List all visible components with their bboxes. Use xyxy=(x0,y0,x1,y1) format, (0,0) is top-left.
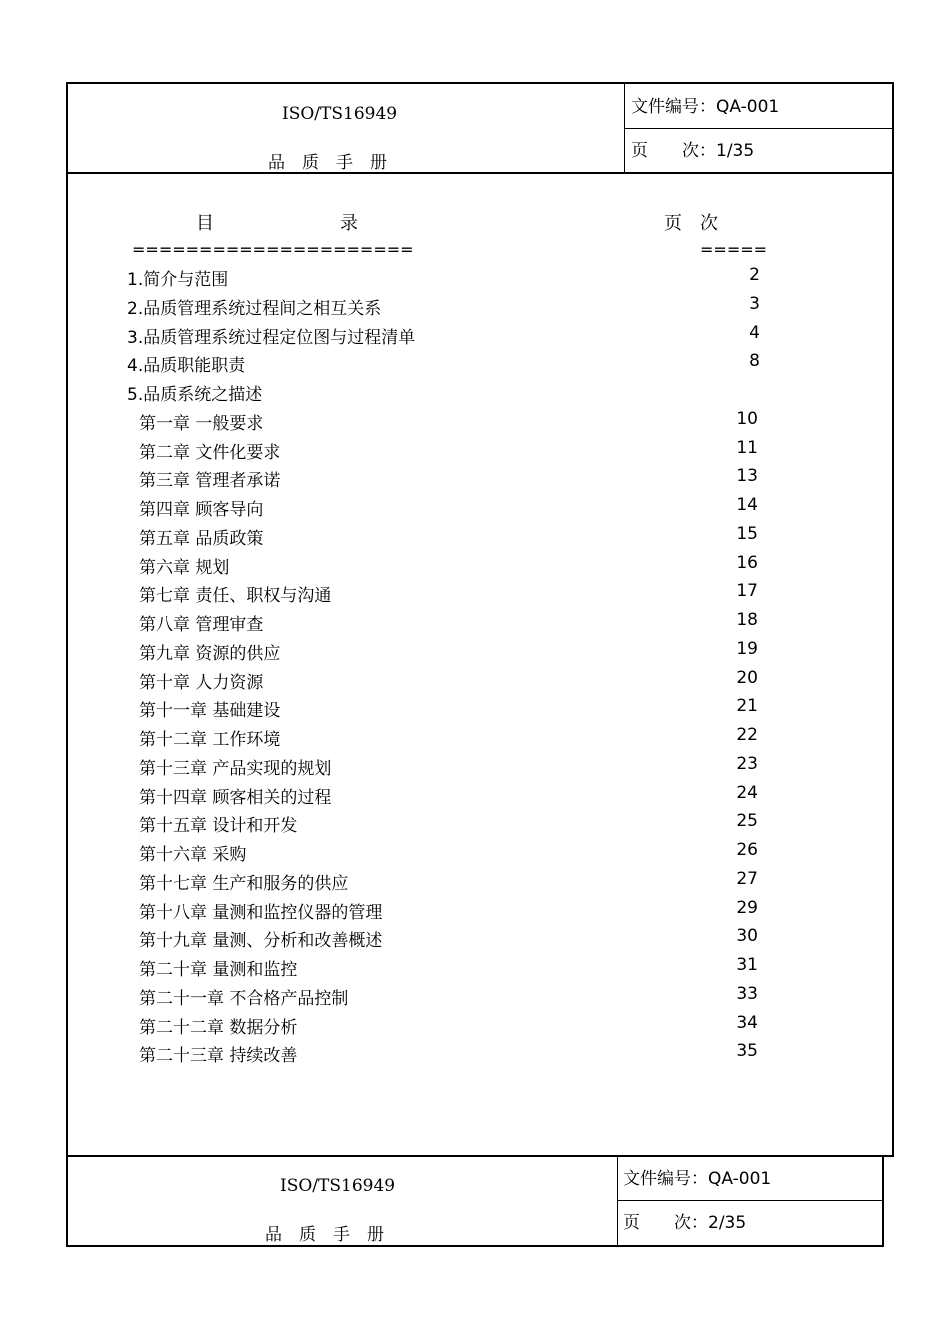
toc-item-label: 第十三章 产品实现的规划 xyxy=(139,759,332,779)
page-header-1 xyxy=(66,82,894,174)
page-number: 页 次：1/35 xyxy=(631,141,755,161)
toc-item-label: 第十九章 量测、分析和改善概述 xyxy=(139,931,383,951)
toc-item-label: 第十四章 顾客相关的过程 xyxy=(139,788,332,808)
toc-rule-right: ===== xyxy=(700,240,768,259)
toc-item-label: 第十二章 工作环境 xyxy=(139,730,281,750)
toc-item-page: 19 xyxy=(736,639,758,659)
toc-item-label: 2.品质管理系统过程间之相互关系 xyxy=(127,299,382,319)
toc-item-page: 26 xyxy=(736,840,758,860)
toc-item-label: 第二十三章 持续改善 xyxy=(139,1046,298,1066)
toc-item-label: 第五章 品质政策 xyxy=(139,529,264,549)
toc-item-page: 31 xyxy=(736,955,758,975)
toc-item-page: 21 xyxy=(736,696,758,716)
toc-item-page: 24 xyxy=(736,783,758,803)
standard-name: ISO/TS16949 xyxy=(282,104,398,124)
toc-item-page: 30 xyxy=(736,926,758,946)
toc-item-page: 13 xyxy=(736,466,758,486)
toc-item-page: 35 xyxy=(736,1041,758,1061)
toc-item-label: 第十一章 基础建设 xyxy=(139,701,281,721)
manual-title: 品 质 手 册 xyxy=(265,1225,384,1245)
page-number: 页 次：2/35 xyxy=(623,1213,747,1233)
toc-item-label: 第四章 顾客导向 xyxy=(139,500,264,520)
toc-item-page: 20 xyxy=(736,668,758,688)
toc-item-label: 第二十章 量测和监控 xyxy=(139,960,298,980)
toc-item-label: 第二十二章 数据分析 xyxy=(139,1018,298,1038)
toc-item-page: 11 xyxy=(736,438,758,458)
standard-name: ISO/TS16949 xyxy=(280,1176,396,1196)
toc-item-page: 18 xyxy=(736,610,758,630)
header-title-cell xyxy=(68,1156,618,1245)
toc-heading: 目 录 xyxy=(196,213,358,234)
toc-item-page: 34 xyxy=(736,1013,758,1033)
header-title-cell xyxy=(68,84,625,172)
toc-item-label: 第六章 规划 xyxy=(139,558,230,578)
toc-item-page: 2 xyxy=(749,265,760,285)
header-info-cell xyxy=(625,84,892,172)
toc-page-heading: 页 次 xyxy=(664,213,718,234)
toc-item-label: 4.品质职能职责 xyxy=(127,356,246,376)
toc-item-label: 第十八章 量测和监控仪器的管理 xyxy=(139,903,383,923)
toc-item-label: 3.品质管理系统过程定位图与过程清单 xyxy=(127,328,416,348)
manual-title: 品 质 手 册 xyxy=(268,153,387,173)
toc-rule-left: ===================== xyxy=(132,240,414,259)
toc-item-page: 8 xyxy=(749,351,760,371)
toc-item-page: 33 xyxy=(736,984,758,1004)
toc-item-label: 第十五章 设计和开发 xyxy=(139,816,298,836)
toc-item-page: 16 xyxy=(736,553,758,573)
toc-item-label: 第七章 责任、职权与沟通 xyxy=(139,586,332,606)
toc-item-label: 第十六章 采购 xyxy=(139,845,247,865)
toc-item-label: 第二十一章 不合格产品控制 xyxy=(139,989,349,1009)
toc-item-page: 14 xyxy=(736,495,758,515)
toc-item-label: 第十七章 生产和服务的供应 xyxy=(139,874,349,894)
toc-item-page: 29 xyxy=(736,898,758,918)
toc-item-label: 5.品质系统之描述 xyxy=(127,385,263,405)
page-body xyxy=(66,172,894,1157)
toc-item-label: 第二章 文件化要求 xyxy=(139,443,281,463)
toc-item-label: 第八章 管理审查 xyxy=(139,615,264,635)
toc-item-page: 17 xyxy=(736,581,758,601)
toc-item-page: 10 xyxy=(736,409,758,429)
toc-item-page: 23 xyxy=(736,754,758,774)
doc-number: 文件编号：QA-001 xyxy=(631,97,780,117)
toc-item-page: 15 xyxy=(736,524,758,544)
doc-number: 文件编号：QA-001 xyxy=(623,1169,772,1189)
toc-item-page: 22 xyxy=(736,725,758,745)
toc-item-page: 27 xyxy=(736,869,758,889)
toc-item-label: 第十章 人力资源 xyxy=(139,673,264,693)
page-header-2 xyxy=(66,1155,884,1247)
toc-item-page: 25 xyxy=(736,811,758,831)
toc-item-label: 1.简介与范围 xyxy=(127,270,229,290)
toc-item-label: 第三章 管理者承诺 xyxy=(139,471,281,491)
toc-item-label: 第一章 一般要求 xyxy=(139,414,264,434)
header-info-cell xyxy=(618,1156,882,1245)
toc-item-label: 第九章 资源的供应 xyxy=(139,644,281,664)
toc-item-page: 4 xyxy=(749,323,760,343)
toc-item-page: 3 xyxy=(749,294,760,314)
